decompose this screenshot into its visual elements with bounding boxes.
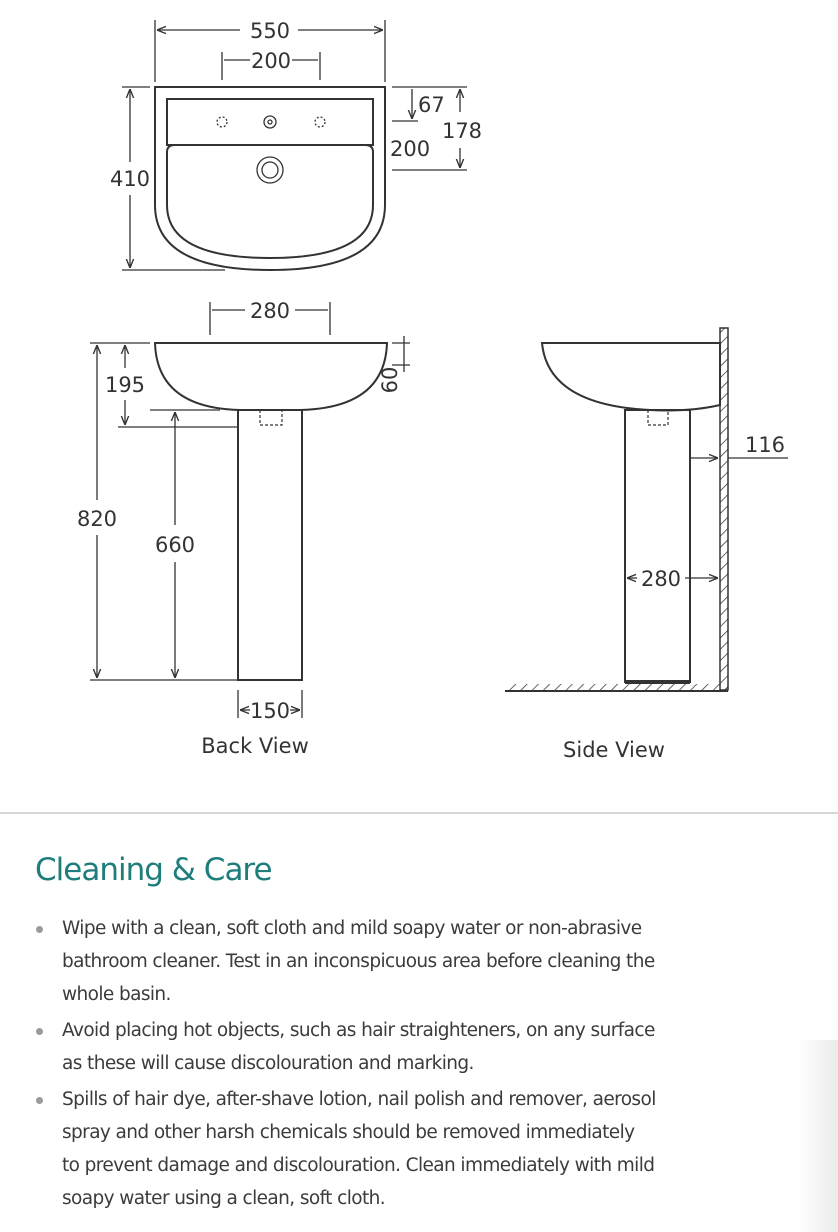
dim-width: 550 <box>249 19 291 43</box>
care-item-text: Spills of hair dye, after-shave lotion, nail polish and remover, aerosol spray and other harsh chemicals should be removed immediately to prevent damage and discolouration. Clean immediately with mild soapy water using a clean, soft cloth. <box>62 1089 656 1209</box>
dim-basin-depth: 195 <box>104 373 146 397</box>
back-view <box>90 302 410 718</box>
care-item-text: Avoid placing hot objects, such as hair straighteners, on any surface as these will cause discolouration and marking. <box>62 1020 655 1074</box>
dim-pedestal-height: 660 <box>154 533 196 557</box>
dim-tap-offset: 67 <box>418 93 445 117</box>
dim-height: 820 <box>76 507 118 531</box>
dim-waste-offset: 178 <box>441 119 483 143</box>
dim-tap-spacing: 200 <box>250 49 292 73</box>
care-item-text: Wipe with a clean, soft cloth and mild soapy water or non-abrasive bathroom cleaner. Test in an inconspicuous area before cleaning the whole basin. <box>62 918 655 1005</box>
bullet-icon <box>36 1097 43 1104</box>
care-heading: Cleaning & Care <box>35 852 272 888</box>
dim-rim: 60 <box>378 366 402 394</box>
care-item <box>36 1014 656 1080</box>
bullet-icon <box>36 1028 43 1035</box>
care-item <box>36 912 656 1011</box>
dim-pedestal-to-wall: 280 <box>640 567 682 591</box>
care-list <box>36 912 656 1218</box>
side-view-caption: Side View <box>563 738 665 762</box>
dim-wall-gap: 116 <box>744 433 786 457</box>
tap-hole-icons <box>217 116 325 183</box>
dim-depth: 410 <box>109 167 151 191</box>
bullet-icon <box>36 926 43 933</box>
section-divider <box>0 812 838 814</box>
back-view-caption: Back View <box>201 734 309 758</box>
care-item <box>36 1083 656 1215</box>
edge-shadow <box>798 1040 838 1232</box>
dim-pedestal-width: 150 <box>249 699 291 723</box>
side-view <box>505 328 788 691</box>
dim-pedestal-spacing: 280 <box>249 299 291 323</box>
dim-bowl-gap: 200 <box>390 137 431 161</box>
